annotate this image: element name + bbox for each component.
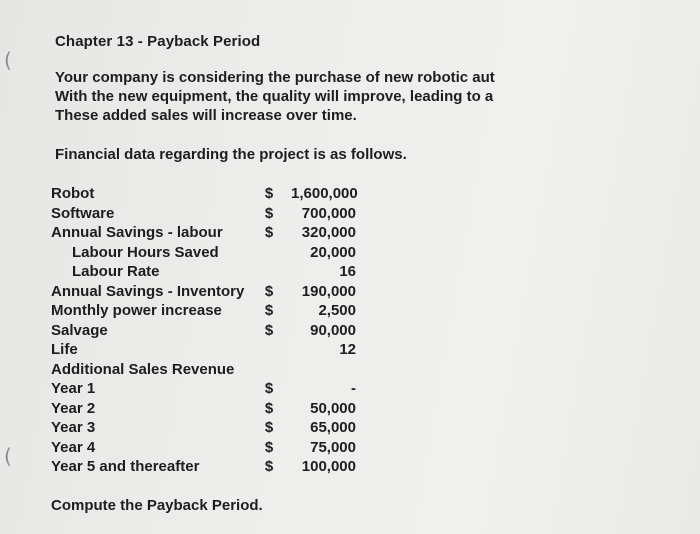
row-value: 75,000 [310, 438, 356, 456]
row-value: - [351, 380, 356, 397]
row-value: 190,000 [301, 282, 356, 300]
row-label: Life [51, 341, 78, 358]
currency-symbol: $ [264, 458, 274, 475]
currency-symbol: $ [264, 224, 274, 241]
row-label: Year 4 [51, 438, 96, 456]
row-label: Salvage [51, 321, 108, 339]
row-value: 320,000 [301, 224, 356, 241]
row-label: Software [51, 204, 115, 222]
row-label: Annual Savings - Inventory [51, 282, 245, 300]
row-value: 700,000 [301, 204, 356, 222]
currency-symbol: $ [264, 399, 274, 417]
margin-paren-mark: ( [4, 444, 12, 468]
currency-symbol: $ [264, 419, 274, 436]
row-label: Labour Rate [72, 263, 160, 280]
row-label: Year 1 [51, 380, 96, 397]
row-label: Year 5 and thereafter [51, 458, 200, 475]
row-value: 100,000 [301, 458, 356, 475]
page-title: Chapter 13 - Payback Period [55, 33, 261, 50]
row-label: Robot [51, 185, 95, 202]
currency-symbol: $ [264, 438, 274, 456]
row-value: 1,600,000 [291, 185, 358, 202]
intro-line: With the new equipment, the quality will improve, leading to a [55, 88, 494, 105]
row-label: Annual Savings - labour [51, 224, 223, 241]
row-value: 2,500 [318, 302, 356, 319]
intro-paragraph [55, 68, 695, 125]
currency-symbol: $ [264, 302, 274, 319]
financial-data-lead: Financial data regarding the project is as follows. [55, 146, 407, 163]
row-label: Year 2 [51, 399, 96, 417]
currency-symbol: $ [264, 185, 274, 202]
row-value: 65,000 [310, 419, 356, 436]
row-label: Monthly power increase [51, 302, 222, 319]
currency-symbol: $ [264, 282, 274, 300]
row-label: Labour Hours Saved [72, 243, 219, 261]
row-value: 12 [339, 341, 356, 358]
row-value: 90,000 [310, 321, 356, 339]
intro-line: Your company is considering the purchase of new robotic aut [55, 69, 495, 86]
currency-symbol: $ [264, 204, 274, 222]
margin-paren-mark: ( [4, 48, 12, 72]
intro-line: These added sales will increase over time. [55, 107, 357, 124]
row-value: 16 [339, 263, 356, 280]
currency-symbol: $ [264, 380, 274, 397]
row-value: 50,000 [310, 399, 356, 417]
question-prompt: Compute the Payback Period. [51, 497, 263, 514]
row-label: Additional Sales Revenue [51, 360, 235, 378]
row-label: Year 3 [51, 419, 96, 436]
row-value: 20,000 [310, 243, 356, 261]
currency-symbol: $ [264, 321, 274, 339]
